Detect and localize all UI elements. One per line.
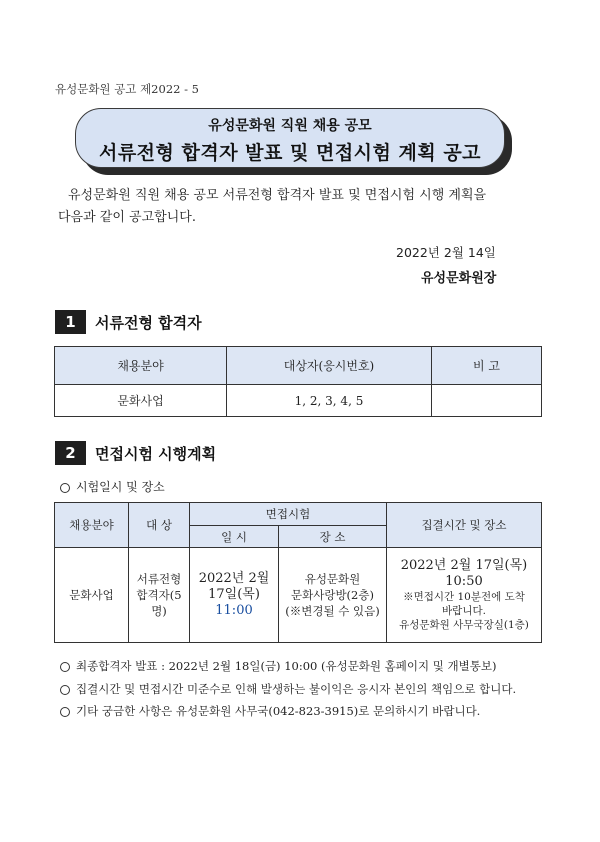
table-header-row — [55, 347, 542, 385]
bullet-circle-icon — [60, 483, 70, 493]
header-field: 채용분야 — [55, 503, 129, 548]
subheading-text: 시험일시 및 장소 — [76, 480, 165, 494]
bullet-circle-icon — [60, 685, 70, 695]
place-line-2: 문화사랑방(2층) — [291, 588, 374, 602]
bullet-circle-icon — [60, 707, 70, 717]
section2-heading — [55, 441, 216, 465]
section1-heading — [55, 310, 202, 334]
section2-number: 2 — [55, 441, 86, 465]
list-item — [60, 678, 516, 701]
header-applicants: 대상자(응시번호) — [227, 347, 432, 385]
note-text: 집결시간 및 면접시간 미준수로 인해 발생하는 불이익은 응시자 본인의 책임으로 합니다. — [76, 681, 517, 696]
note-text: 최종합격자 발표 : 2022년 2월 18일(금) 10:00 (유성문화원 홈페이지 및 개별통보) — [76, 659, 497, 673]
cell-field: 문화사업 — [55, 385, 227, 417]
assembly-line-2: ※면접시간 10분전에 도착 — [403, 591, 525, 603]
cell-remarks — [432, 385, 542, 417]
section1-title: 서류전형 합격자 — [95, 313, 202, 332]
header-field: 채용분야 — [55, 347, 227, 385]
date-line-1: 2022년 2월 — [198, 571, 270, 586]
date-line-2: 17일(목) — [208, 587, 260, 602]
cell-place — [279, 548, 387, 643]
header-assembly: 집결시간 및 장소 — [387, 503, 542, 548]
intro-line-2: 다음과 같이 공고합니다. — [58, 210, 196, 225]
cell-target — [129, 548, 190, 643]
header-place: 장 소 — [279, 526, 387, 548]
issuer: 유성문화원장 — [421, 271, 497, 286]
note-text: 기타 궁금한 사항은 유성문화원 사무국(042-823-3915)로 문의하시기 바랍니다. — [76, 704, 481, 718]
cell-assembly — [387, 548, 542, 643]
cell-datetime — [190, 548, 279, 643]
notice-number: 유성문화원 공고 제2022 - 5 — [55, 82, 199, 96]
bullet-circle-icon — [60, 662, 70, 672]
intro-line-1: 유성문화원 직원 채용 공모 서류전형 합격자 발표 및 면접시험 시행 계획을 — [68, 188, 487, 203]
cell-applicants: 1, 2, 3, 4, 5 — [227, 385, 432, 417]
intro-paragraph — [58, 185, 528, 229]
header-datetime: 일 시 — [190, 526, 279, 548]
interview-time: 11:00 — [215, 603, 253, 618]
notes-list — [60, 655, 516, 723]
banner-title: 서류전형 합격자 발표 및 면접시험 계획 공고 — [98, 142, 482, 164]
header-remarks: 비 고 — [432, 347, 542, 385]
notice-date: 2022년 2월 14일 — [396, 245, 496, 260]
table-row — [55, 548, 542, 643]
table-header-row — [55, 503, 542, 526]
list-item — [60, 655, 516, 678]
assembly-line-4: 유성문화원 사무국장실(1층) — [399, 619, 529, 631]
cell-field: 문화사업 — [55, 548, 129, 643]
section2-title: 면접시험 시행계획 — [95, 444, 217, 463]
passers-table — [54, 346, 542, 417]
target-line-1: 서류전형 — [136, 572, 182, 586]
header-target: 대 상 — [129, 503, 190, 548]
place-line-1: 유성문화원 — [304, 572, 361, 586]
place-line-3: (※변경될 수 있음) — [285, 604, 380, 618]
section1-number: 1 — [55, 310, 86, 334]
assembly-line-1: 2022년 2월 17일(목) 10:50 — [400, 558, 528, 589]
header-interview: 면접시험 — [190, 503, 387, 526]
banner-subtitle: 유성문화원 직원 채용 공모 — [208, 118, 372, 134]
list-item — [60, 700, 516, 723]
schedule-subheading — [60, 478, 165, 495]
target-line-2: 합격자(5명) — [136, 588, 182, 618]
interview-table — [54, 502, 542, 643]
table-row — [55, 385, 542, 417]
assembly-line-3: 바랍니다. — [442, 605, 486, 617]
title-banner — [75, 108, 505, 168]
